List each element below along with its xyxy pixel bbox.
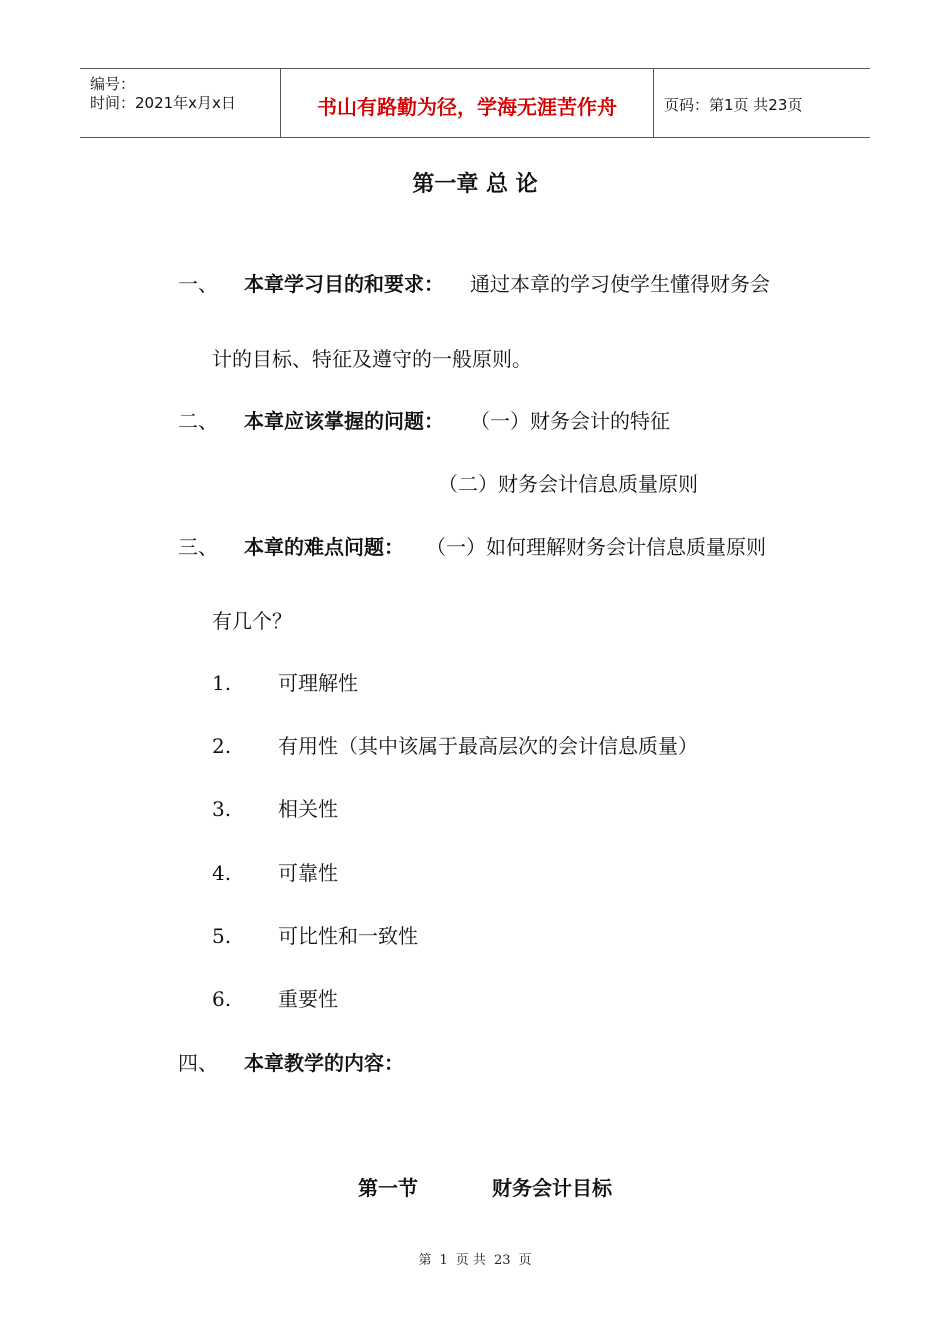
section-4-heading: 本章教学的内容： <box>244 1051 404 1075</box>
list-item-number: 1. <box>212 671 232 695</box>
list-item-text: 重要性 <box>278 987 338 1011</box>
code-label: 编号： <box>90 75 136 93</box>
footer-suffix: 页 <box>518 1253 532 1268</box>
document-header <box>80 68 870 138</box>
section-title-number: 第一节 <box>358 1176 418 1200</box>
header-right-cell <box>654 69 870 137</box>
section-3-text-cont: 有几个？ <box>212 609 292 633</box>
page-footer <box>0 1249 950 1268</box>
section-2-number: 二、 <box>178 409 218 433</box>
header-left-cell <box>80 69 281 137</box>
section-title-text: 财务会计目标 <box>492 1176 612 1200</box>
list-item-number: 5. <box>212 924 232 948</box>
list-item-text: 可理解性 <box>278 671 358 695</box>
footer-total: 23 <box>493 1253 511 1268</box>
section-1-text-cont: 计的目标、特征及遵守的一般原则。 <box>212 347 532 371</box>
header-mid-cell <box>281 69 654 137</box>
section-1-heading: 本章学习目的和要求： <box>244 272 444 296</box>
section-2-item-2: （二）财务会计信息质量原则 <box>438 472 698 496</box>
page-info: 页码：第1页 共23页 <box>664 96 803 114</box>
chapter-title: 第一章 总 论 <box>412 172 538 197</box>
list-item-text: 相关性 <box>278 797 338 821</box>
list-item-number: 6. <box>212 987 232 1011</box>
list-item-number: 3. <box>212 797 232 821</box>
list-item-number: 4. <box>212 861 232 885</box>
footer-prefix: 第 <box>418 1253 432 1268</box>
section-1-number: 一、 <box>178 272 218 296</box>
list-item-text: 可靠性 <box>278 861 338 885</box>
list-item-text: 可比性和一致性 <box>278 924 418 948</box>
list-item-number: 2. <box>212 734 232 758</box>
footer-page-number: 1 <box>439 1253 448 1268</box>
section-3-text: （一）如何理解财务会计信息质量原则 <box>426 535 766 559</box>
section-3-heading: 本章的难点问题： <box>244 535 404 559</box>
time-label: 时间：2021年x月x日 <box>90 94 236 112</box>
section-2-heading: 本章应该掌握的问题： <box>244 409 444 433</box>
footer-mid: 页 共 <box>455 1253 486 1268</box>
section-1-text: 通过本章的学习使学生懂得财务会 <box>470 272 770 296</box>
list-item-text: 有用性（其中该属于最高层次的会计信息质量） <box>278 734 698 758</box>
section-2-item-1: （一）财务会计的特征 <box>470 409 670 433</box>
section-3-number: 三、 <box>178 535 218 559</box>
motto: 书山有路勤为径，学海无涯苦作舟 <box>317 95 617 119</box>
section-4-number: 四、 <box>178 1051 218 1075</box>
